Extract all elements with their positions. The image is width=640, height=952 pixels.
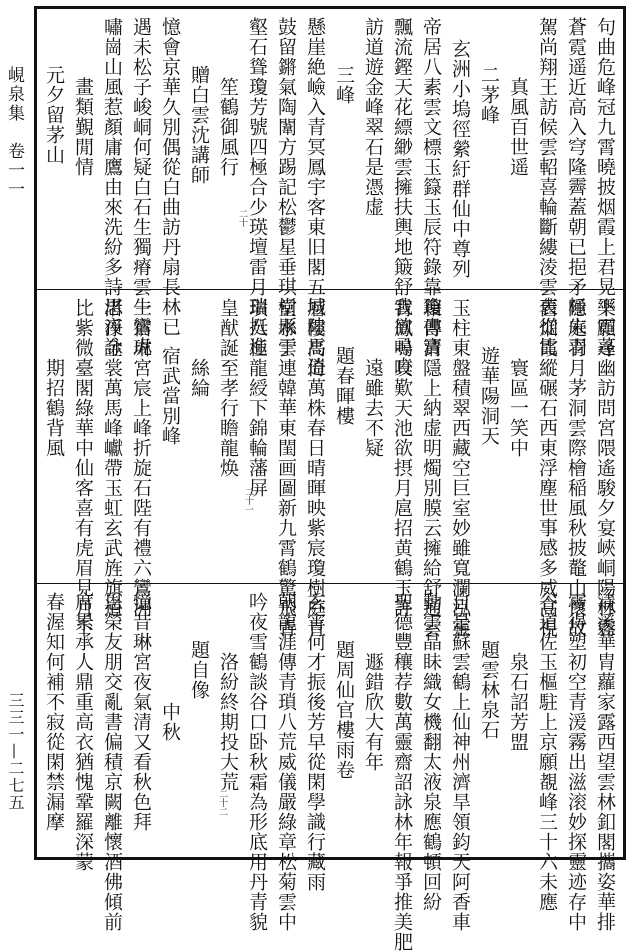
text-column: 遯錯欣大有年 xyxy=(362,652,384,772)
folio-mark: 二十 xyxy=(237,209,247,227)
folio-mark: 二十一 xyxy=(243,487,253,514)
text-column: 飄流鏗天花縹緲雲擁扶輿地簸舒我欲尋真 xyxy=(391,17,413,377)
text-column: 鼓留鏘氣陶闈方踢記松鬱星垂琪樹縣干 xyxy=(275,17,297,357)
text-column: 霄得塑初空青湲霧出滋滚妙探靈迹存中 xyxy=(565,592,587,932)
text-column: 畫類覲閒情 xyxy=(72,77,94,177)
poem-title: 遊華陽洞天 xyxy=(478,346,500,446)
poem-title: 題春暉樓 xyxy=(333,346,355,426)
text-column: 自是蘇雲鶴上仙神州濟旱領鈞天阿香車 xyxy=(449,592,471,932)
text-column: 玉柱東盤積翠西藏空巨室妙雖寬瀾泓靈 xyxy=(449,298,471,638)
text-column: 憶會京華久別偶從白曲訪丹扇長林已 xyxy=(159,17,181,337)
text-column: 玄洲小塢徑縈紆群仙中尊列 xyxy=(449,39,471,279)
text-column: 玄宵何才振後芳早從閑學識行藏雨 xyxy=(304,592,326,892)
text-column: 舊烟霞縱碾石西東浮塵世事感多威高視 xyxy=(536,298,558,638)
text-band xyxy=(37,289,623,638)
text-column: 遠雖去不疑 xyxy=(362,358,384,458)
text-column: 句曲危峰冠九霄曉披烟霞上君晃下霓蓬 xyxy=(594,17,616,357)
text-column: 隱庭青月茅洞雲際檜稲風秋披鼇山懷故 xyxy=(565,298,587,638)
text-column: 朝龍涯傳青瑣八荒威儀嚴綠章松菊雲中 xyxy=(275,592,297,932)
text-column: 堂水雲連韓華東閨画圖新九霄鶴驚飛青 xyxy=(275,298,297,638)
text-column: 中秋 xyxy=(159,702,181,742)
text-column: 吟夜雪鶴談谷口卧秋霜為形底用丹青貌 xyxy=(246,592,268,932)
text-column: 真風百世遥 xyxy=(507,77,529,177)
folio-mark: 二十二 xyxy=(217,789,227,816)
text-column: 席累承人鼎重高衣猶愧鞏羅深蒙 xyxy=(72,592,94,872)
poem-title: 三峰 xyxy=(333,65,355,105)
text-column: 懸崖絶嶮入青冥鳳宇客東旧閣五城陸馬逍 xyxy=(304,17,326,377)
text-column: 嘯崗山風惹顏庸鷹由來洗紛多詩思夜詠 xyxy=(101,17,123,357)
text-column: 洛紛終期投大荒 xyxy=(217,652,239,792)
margin-page-number: 三三一—二七五 xyxy=(6,692,25,811)
text-column: 笙鶴御風行 xyxy=(217,77,239,177)
margin-title: 峴泉集 卷一一 xyxy=(4,66,24,199)
text-column: 瑣八極龍綬下錦輪藩屏 xyxy=(246,298,268,498)
text-column: 霄鳳鳴咬歎天池欲摂月扈招黄鶴玉許 xyxy=(391,298,413,618)
text-column: 比紫微臺閣綠華中仙客喜有虎眉見月下 xyxy=(72,298,94,638)
text-column: 帝居八素雲文標玉籙玉辰符錄靠瓊書寶 xyxy=(420,17,442,357)
text-column: 渚淨金裳萬馬峰巘帶玉虹玄武旌旗道 xyxy=(101,298,123,618)
poem-title: 題雲林泉石 xyxy=(478,640,500,740)
text-column: 寰區一笑中 xyxy=(507,358,529,458)
text-band xyxy=(37,9,623,377)
poem-title: 元夕留茅山 xyxy=(43,65,65,165)
text-band xyxy=(37,583,623,952)
text-column: 動雲晶眛織女機翻太液泉應鶴頓回紛 xyxy=(420,592,442,912)
text-column: 春渥知何補不寂從閑禁漏摩 xyxy=(43,592,65,832)
text-column: 壑石聳瓊芳號四極合少瑛壇雷月瑞挺進 xyxy=(246,17,268,357)
text-column: 谷道佐玉樞駐上京願覩峰三十六未應 xyxy=(536,592,558,912)
text-column: 期招鶴背風 xyxy=(43,358,65,458)
text-column: 訪道遊金峰翠石是憑虚 xyxy=(362,17,384,217)
text-column: 蒼霓遥近高入穹隆霽蓋朝已挹矛極朱羽 xyxy=(565,17,587,357)
text-column: 層樓高倚萬株春日晴暉映紫宸瓊樹庭青 xyxy=(304,298,326,638)
poem-title: 宿武當別峰 xyxy=(159,346,181,446)
text-column: 遇未松子峻峒何疑白石生獨瘠雲生鸞虎 xyxy=(130,17,152,357)
text-column: 樂願尋幽訪問宮隈遙駿夕宴峽峒陽林霧 xyxy=(594,298,616,638)
poem-title: 題周仙官樓雨卷 xyxy=(333,640,355,780)
text-column: 恩榮友朋交亂書偏積京闕離懷酒佛傾前 xyxy=(101,592,123,932)
text-column: 絲綸 xyxy=(188,358,210,398)
text-column: 皇猷誕至孝行瞻龍焕 xyxy=(217,298,239,478)
text-column: 泉石詔芳盟 xyxy=(507,652,529,752)
text-column: 籍傳清隱上納虚明燭別膜云擁給舒通雲 xyxy=(420,298,442,638)
text-column: 憶昔琳宮夜氣清又看秋色拜 xyxy=(130,592,152,832)
text-column: 聖德豐穰荐數萬靈齋詔詠林年報爭推美肥 xyxy=(391,592,413,952)
poem-title: 二茅峰 xyxy=(478,65,500,125)
text-column: 駕尚翔王訪候雲軺喜輪斷縷淩雲表從比 xyxy=(536,17,558,357)
text-column: 清溪華胄蘿家露西望雲林釦閣攜姿華排 xyxy=(594,592,616,932)
poem-title: 贈白雲沈講師 xyxy=(188,65,210,185)
page-frame xyxy=(34,6,626,952)
text-column: 一宿琳宮宸上峰折旋石陛有禮六鸞洲 xyxy=(130,298,152,618)
poem-title: 題自像 xyxy=(188,640,210,700)
